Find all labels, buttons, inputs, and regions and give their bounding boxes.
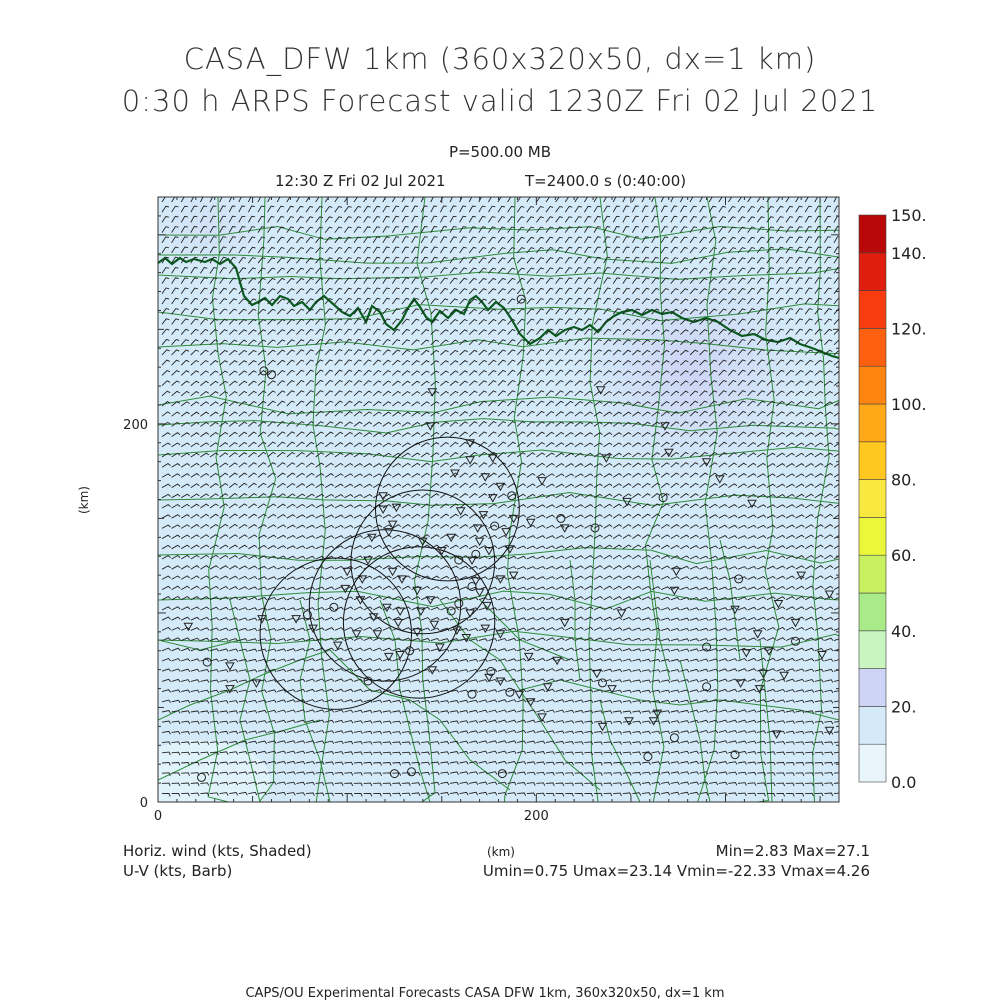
colorbar-band xyxy=(859,291,886,329)
colorbar-band xyxy=(859,328,886,366)
colorbar-band xyxy=(859,215,886,253)
colorbar-label: 100. xyxy=(891,395,927,414)
colorbar-band xyxy=(859,555,886,593)
legend-shaded: Horiz. wind (kts, Shaded) xyxy=(123,842,312,860)
colorbar-band xyxy=(859,253,886,291)
colorbar-band xyxy=(859,669,886,707)
colorbar-label: 20. xyxy=(891,697,917,717)
x-tick-label: 200 xyxy=(523,809,549,824)
y-axis-label: (km) xyxy=(77,485,91,515)
colorbar-labels xyxy=(891,206,927,792)
legend-barb: U-V (kts, Barb) xyxy=(123,862,233,880)
x-tick-label: 0 xyxy=(153,809,163,824)
colorbar-band xyxy=(859,404,886,442)
colorbar-band xyxy=(859,366,886,404)
uv-stats: Umin=0.75 Umax=23.14 Vmin=-22.33 Vmax=4.26 xyxy=(482,862,870,880)
colorbar-label: 80. xyxy=(891,470,917,490)
title-line-2: 0:30 h ARPS Forecast valid 1230Z Fri 02 Jul 2021 xyxy=(121,84,879,118)
colorbar-label: 140. xyxy=(891,243,927,263)
colorbar-band xyxy=(859,593,886,631)
valid-time: 12:30 Z Fri 02 Jul 2021 xyxy=(275,172,446,190)
colorbar-band xyxy=(859,480,886,518)
footer-credit: CAPS/OU Experimental Forecasts CASA DFW 1km, 360x320x50, dx=1 km xyxy=(245,986,725,1000)
colorbar-label: 60. xyxy=(891,546,917,566)
colorbar-label: 150. xyxy=(891,206,927,225)
y-tick-label: 200 xyxy=(123,417,148,433)
colorbar-band xyxy=(859,631,886,669)
colorbar-label: 0.0 xyxy=(891,773,917,792)
colorbar-label: 40. xyxy=(891,621,917,641)
colorbar-band xyxy=(859,442,886,480)
pressure-level: P=500.00 MB xyxy=(448,143,552,161)
colorbar-band xyxy=(859,744,886,782)
colorbar-label: 120. xyxy=(891,319,927,339)
y-tick-label: 0 xyxy=(139,796,148,811)
x-axis-label: (km) xyxy=(486,845,516,859)
title-line-1: CASA_DFW 1km (360x320x50, dx=1 km) xyxy=(183,42,817,76)
colorbar xyxy=(859,215,886,782)
min-max-stats: Min=2.83 Max=27.1 xyxy=(715,842,870,860)
colorbar-band xyxy=(859,517,886,555)
model-time: T=2400.0 s (0:40:00) xyxy=(525,172,687,190)
colorbar-band xyxy=(859,706,886,744)
